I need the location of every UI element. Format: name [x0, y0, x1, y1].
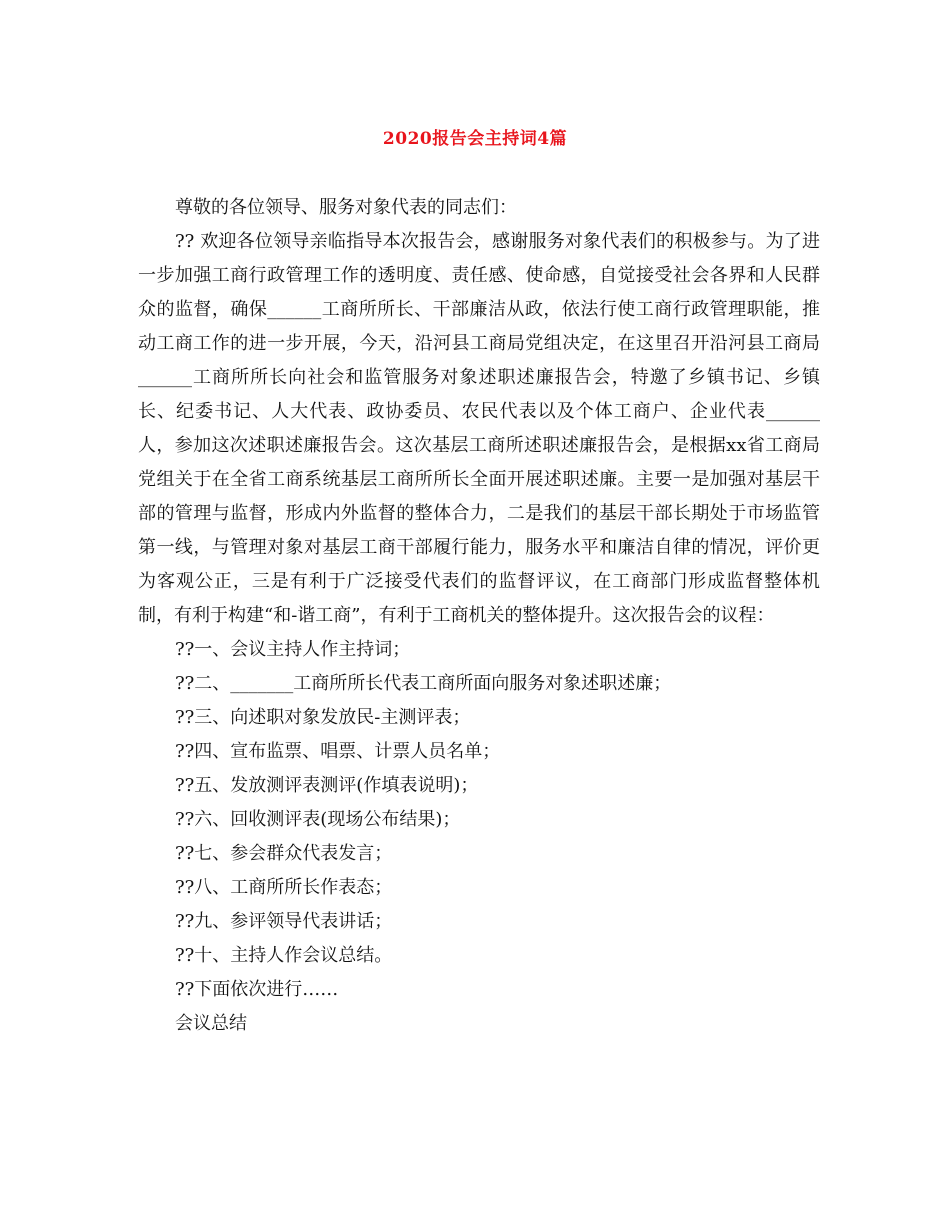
agenda-item: ??八、工商所所长作表态；	[175, 877, 393, 898]
agenda-item: ??十、主持人作会议总结。	[175, 945, 393, 966]
intro-paragraph: ?? 欢迎各位领导亲临指导本次报告会，感谢服务对象代表们的积极参与。为了进一步加强工商行政管理工作的透明度、责任感、使命感，自觉接受社会各界和人民群众的监督，确保______工商所所长、干部廉洁从政，依法行使工商行政管理职能，推动工商工作的进一步开展，今天，沿河县工商局党组决定，在这里召开沿河县工商局______工商所所长向社会和监管服务对象述职述廉报告会，特邀了乡镇书记、乡镇长、纪委书记、人大代表、政协委员、农民代表以及个体工商户、企业代表______人，参加这次述职述廉报告会。这次基层工商所述职述廉报告会，是根据xx省工商局党组关于在全省工商系统基层工商所所长全面开展述职述廉。主要一是加强对基层干部的管理与监督，形成内外监督的整体合力，二是我们的基层干部长期处于市场监管第一线，与管理对象对基层工商干部履行能力，服务水平和廉洁自律的情况，评价更为客观公正，三是有利于广泛接受代表们的监督评议，在工商部门形成监督整体机制，有利于构建“和-谐工商”，有利于工商机关的整体提升。这次报告会的议程：	[138, 231, 820, 626]
agenda-item: ??七、参会群众代表发言；	[175, 843, 393, 864]
agenda-item: ??二、_______工商所所长代表工商所面向服务对象述职述廉；	[175, 673, 672, 694]
agenda-item: ??四、宣布监票、唱票、计票人员名单；	[175, 741, 501, 762]
agenda-item: ??六、回收测评表(现场公布结果)；	[175, 809, 461, 830]
agenda-item: ??五、发放测评表测评(作填表说明)；	[175, 775, 479, 796]
document-body	[138, 191, 820, 1041]
agenda-item: ??三、向述职对象发放民-主测评表；	[175, 707, 471, 728]
agenda-item: ??九、参评领导代表讲话；	[175, 911, 393, 932]
proceed-line: ??下面依次进行……	[175, 979, 339, 1000]
document-title: 2020报告会主持词4篇	[382, 129, 568, 149]
closing-heading: 会议总结	[175, 1013, 247, 1034]
agenda-item: ??一、会议主持人作主持词；	[175, 639, 411, 660]
salutation: 尊敬的各位领导、服务对象代表的同志们：	[175, 197, 517, 218]
